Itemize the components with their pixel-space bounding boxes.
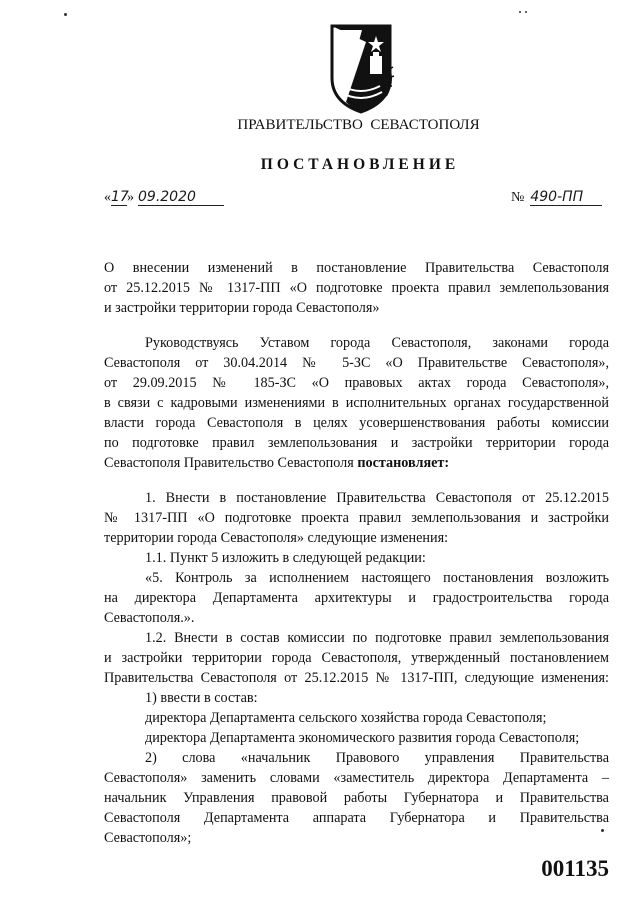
decree-date — [104, 188, 224, 208]
body-line: директора Департамента сельского хозяйства города Севастополя; — [145, 710, 547, 726]
date-month-year: 09.2020 — [138, 189, 224, 206]
scan-speck — [525, 11, 527, 13]
body-line: 1. Внести в постановление Правительства Севастополя от 25.12.2015 — [145, 490, 609, 506]
body-line: Правительства Севастополя от 25.12.2015 № 1317-ПП, следующие изменения: — [104, 670, 609, 686]
subject-line: О внесении изменений в постановление Правительства Севастополя — [104, 260, 609, 276]
number-value: 490-ПП — [530, 189, 602, 206]
body-line: 1.2. Внести в состав комиссии по подготовке правил землепользования — [145, 630, 609, 646]
sevastopol-coat-of-arms-emblem — [322, 22, 400, 114]
body-line: № 1317-ПП «О подготовке проекта правил землепользования и застройки — [104, 510, 609, 526]
body-line: Севастополя Департамента аппарата Губернатора и Правительства — [104, 810, 609, 826]
preamble-last-text: Севастополя Правительство Севастополя — [104, 455, 354, 471]
subject-line: от 25.12.2015 № 1317-ПП «О подготовке проекта правил землепользования — [104, 280, 609, 296]
preamble-last-line — [104, 453, 609, 473]
body-line: на директора Департамента архитектуры и градостроительства города — [104, 590, 609, 606]
government-name: ПРАВИТЕЛЬСТВО СЕВАСТОПОЛЯ — [237, 117, 480, 133]
decree-word: постановляет: — [357, 455, 450, 471]
preamble-line: власти города Севастополя в целях усовершенствования работы комиссии — [104, 415, 609, 431]
scan-speck — [519, 11, 521, 13]
body-line: «5. Контроль за исполнением настоящего постановления возложить — [145, 570, 609, 586]
serial-number: 001135 — [541, 856, 609, 881]
preamble-line: по подготовке правил землепользования и застройки территории города — [104, 435, 609, 451]
body-line: 2) слова «начальник Правового управления Правительства — [145, 750, 609, 766]
date-open-quote: « — [104, 190, 111, 205]
scan-speck — [64, 13, 67, 16]
body-line: Севастополя.». — [104, 610, 195, 626]
body-line: Севастополя»; — [104, 830, 192, 846]
subject-line: и застройки территории города Севастополя» — [104, 300, 380, 316]
number-prefix: № — [511, 190, 525, 205]
preamble-line: Руководствуясь Уставом города Севастополя, законами города — [145, 335, 609, 351]
body-line: 1.1. Пункт 5 изложить в следующей редакции: — [145, 550, 426, 566]
body-line: территории города Севастополя» следующие изменения: — [104, 530, 449, 546]
preamble-line: в связи с кадровыми изменениями в исполнительных органах государственной — [104, 395, 609, 411]
document-type-heading: ПОСТАНОВЛЕНИЕ — [260, 156, 460, 173]
body-line: Севастополя» заменить словами «заместитель директора Департамента – — [104, 770, 609, 786]
body-line: директора Департамента экономического развития города Севастополя; — [145, 730, 580, 746]
preamble-line: Севастополя от 30.04.2014 № 5-ЗС «О Правительстве Севастополя», — [104, 355, 609, 371]
body-line: начальник Управления правовой работы Губернатора и Правительства — [104, 790, 609, 806]
body-line: 1) ввести в состав: — [145, 690, 258, 706]
date-day: 17 — [111, 189, 129, 205]
date-close-quote: » — [127, 190, 134, 205]
body-line: и застройки территории города Севастополя, утвержденный постановлением — [104, 650, 609, 666]
preamble-line: от 29.09.2015 № 185-ЗС «О правовых актах города Севастополя», — [104, 375, 609, 391]
decree-number — [511, 188, 602, 208]
